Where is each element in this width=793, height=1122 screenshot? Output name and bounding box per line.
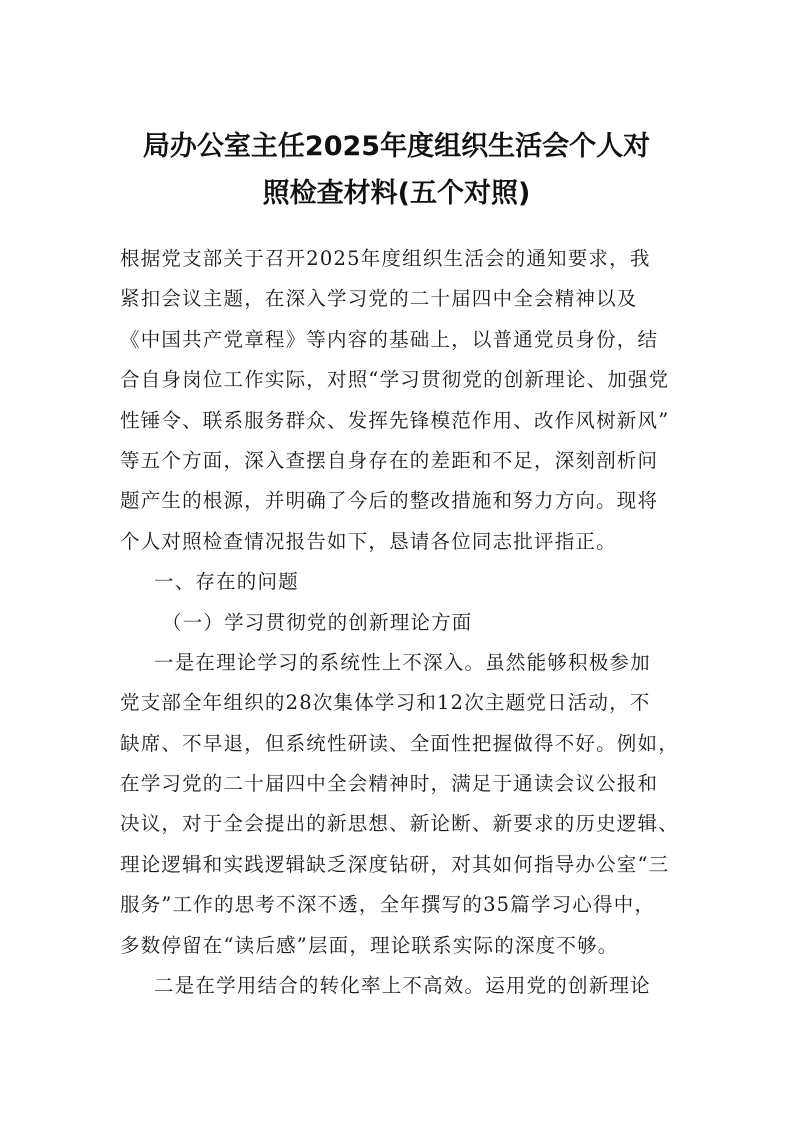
document-title-line-1: 局办公室主任2025年度组织生活会个人对 bbox=[142, 131, 651, 162]
intro-line: 性锤令、联系服务群众、发挥先锋模范作用、改作风树新风” bbox=[120, 408, 670, 432]
intro-line: 合自身岗位工作实际，对照“学习贯彻党的创新理论、加强党 bbox=[120, 368, 670, 392]
document-body bbox=[120, 239, 679, 1006]
point1-line: 服务”工作的思考不深不透，全年撰写的35篇学习心得中， bbox=[120, 893, 656, 917]
intro-line: 根据党支部关于召开2025年度组织生活会的通知要求，我 bbox=[120, 247, 651, 270]
intro-line: 个人对照检查情况报告如下，恳请各位同志批评指正。 bbox=[120, 529, 617, 553]
point1-line: 一是在理论学习的系统性上不深入。虽然能够积极参加 bbox=[154, 650, 651, 674]
subsection-heading: （一）学习贯彻党的创新理论方面 bbox=[162, 610, 473, 634]
point1-line: 理论逻辑和实践逻辑缺乏深度钻研，对其如何指导办公室“三 bbox=[120, 852, 670, 876]
document-title-line-2: 照检查材料(五个对照) bbox=[262, 178, 531, 209]
intro-line: 题产生的根源，并明确了今后的整改措施和努力方向。现将 bbox=[120, 489, 659, 513]
point2-line: 二是在学用结合的转化率上不高效。运用党的创新理论 bbox=[154, 974, 651, 998]
intro-line: 《中国共产党章程》等内容的基础上，以普通党员身份，结 bbox=[120, 327, 659, 351]
point1-line: 党支部全年组织的28次集体学习和12次主题党日活动，不 bbox=[120, 691, 651, 715]
intro-line: 紧扣会议主题，在深入学习党的二十届四中全会精神以及 bbox=[120, 287, 638, 311]
section-heading: 一、存在的问题 bbox=[154, 570, 299, 594]
point1-line: 缺席、不早退，但系统性研读、全面性把握做得不好。例如， bbox=[120, 731, 679, 755]
intro-line: 等五个方面，深入查摆自身存在的差距和不足，深刻剖析问 bbox=[120, 448, 659, 472]
point1-line: 决议，对于全会提出的新思想、新论断、新要求的历史逻辑、 bbox=[120, 812, 679, 836]
point1-line: 多数停留在“读后感”层面，理论联系实际的深度不够。 bbox=[120, 933, 619, 957]
point1-line: 在学习党的二十届四中全会精神时，满足于通读会议公报和 bbox=[120, 772, 659, 796]
